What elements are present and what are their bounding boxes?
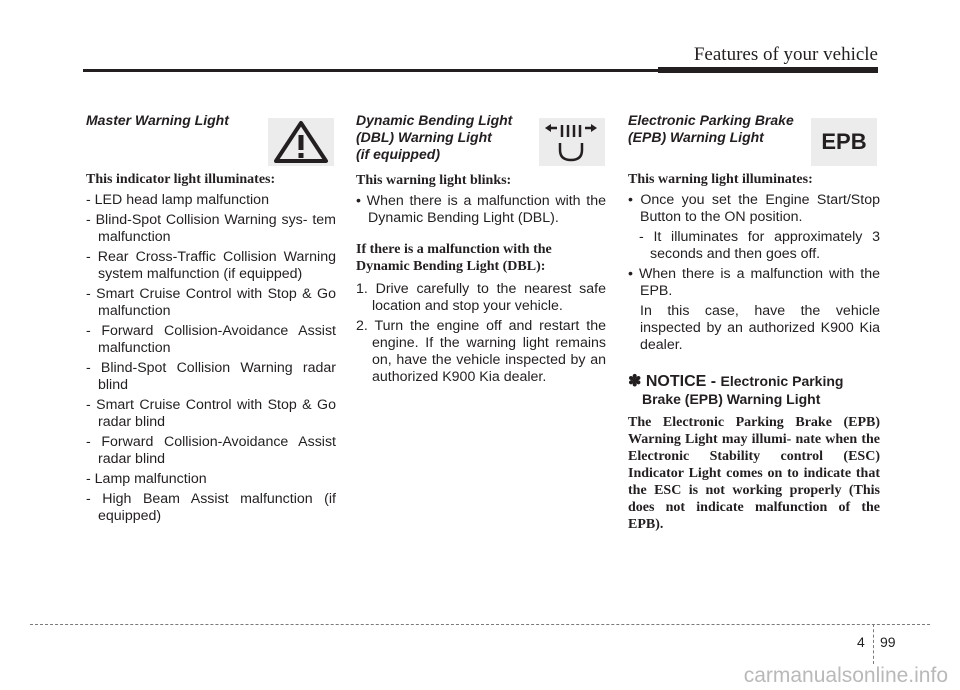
notice-title-line1: Electronic Parking bbox=[720, 373, 844, 389]
list-item: 2. Turn the engine off and restart the engine. If the warning light remains on, have the vehicle inspected by an authorized K900 Kia dealer. bbox=[356, 318, 606, 385]
dbl-title-line2: (DBL) Warning Light bbox=[356, 129, 492, 145]
epb-indicator-icon: EPB bbox=[821, 129, 867, 154]
list-item: 1. Drive carefully to the nearest safe location and stop your vehicle. bbox=[356, 281, 606, 314]
epb-title-line1: Electronic Parking Brake bbox=[628, 112, 794, 128]
master-warning-list bbox=[86, 192, 336, 525]
epb-warning-section bbox=[628, 108, 880, 533]
master-warning-section bbox=[86, 108, 336, 528]
master-warning-title-wrap bbox=[86, 112, 336, 166]
dbl-bullet-list bbox=[356, 193, 606, 227]
dbl-icon-box bbox=[539, 118, 605, 166]
dbl-warning-section bbox=[356, 108, 606, 389]
notice-title-line2: Brake (EPB) Warning Light bbox=[642, 391, 821, 407]
notice-title bbox=[628, 372, 880, 391]
warning-triangle-icon bbox=[273, 120, 329, 164]
epb-icon-box bbox=[811, 118, 877, 166]
epb-title-wrap bbox=[628, 112, 880, 166]
epb-sub-item: - It illuminates for approximately 3 seconds and then goes off. bbox=[639, 229, 880, 262]
epb-bullet-list bbox=[628, 192, 880, 226]
master-warning-title: Master Warning Light bbox=[86, 112, 229, 128]
list-item: - Blind-Spot Collision Warning sys- tem malfunction bbox=[86, 212, 336, 245]
epb-note-text: In this case, have the vehicle inspected by an authorized K900 Kia dealer. bbox=[640, 303, 880, 353]
list-item: - Blind-Spot Collision Warning radar blind bbox=[86, 360, 336, 393]
page-number: 99 bbox=[880, 634, 896, 650]
epb-title-line2: (EPB) Warning Light bbox=[628, 129, 764, 145]
list-item: - High Beam Assist malfunction (if equipped) bbox=[86, 491, 336, 524]
notice-label: NOTICE - bbox=[645, 373, 717, 390]
notice-star-icon: ✽ bbox=[628, 373, 642, 390]
footer-rule bbox=[30, 624, 930, 625]
dbl-lead: This warning light blinks: bbox=[356, 173, 512, 188]
list-item: - Smart Cruise Control with Stop & Go radar blind bbox=[86, 397, 336, 430]
master-warning-lead: This indicator light illuminates: bbox=[86, 172, 276, 187]
epb-lead: This warning light illuminates: bbox=[628, 172, 813, 187]
dbl-title-line1: Dynamic Bending Light bbox=[356, 112, 513, 128]
dynamic-bending-light-icon bbox=[542, 120, 602, 164]
master-warning-icon-box bbox=[268, 118, 334, 166]
list-item: - Forward Collision-Avoidance Assist radar blind bbox=[86, 434, 336, 467]
dbl-title-wrap bbox=[356, 112, 606, 166]
dbl-steps-list bbox=[356, 281, 606, 386]
header-rule-accent bbox=[658, 67, 878, 73]
list-item: - Lamp malfunction bbox=[86, 471, 207, 487]
list-item: - Smart Cruise Control with Stop & Go malfunction bbox=[86, 286, 336, 319]
list-item: • Once you set the Engine Start/Stop Button to the ON position. bbox=[628, 192, 880, 225]
dbl-malfunction-heading: If there is a malfunction with the Dynamic Bending Light (DBL): bbox=[356, 242, 552, 274]
watermark: carmanualsonline.info bbox=[743, 664, 948, 687]
list-item: - LED head lamp malfunction bbox=[86, 192, 269, 208]
epb-bullet-list-2 bbox=[628, 266, 880, 300]
list-item: • When there is a malfunction with the Dynamic Bending Light (DBL). bbox=[356, 193, 606, 226]
chapter-number: 4 bbox=[857, 634, 865, 650]
page-header-title: Features of your vehicle bbox=[693, 44, 878, 65]
notice-body: The Electronic Parking Brake (EPB) Warning Light may illumi- nate when the Electronic Stability control (ESC) Indicator Light comes on to indicate that the ESC is not working properly (This does not indicate malfunction of the EPB). bbox=[628, 415, 880, 532]
list-item: • When there is a malfunction with the EPB. bbox=[628, 266, 880, 299]
footer-divider bbox=[873, 624, 874, 664]
list-item: - Rear Cross-Traffic Collision Warning system malfunction (if equipped) bbox=[86, 249, 336, 282]
dbl-title-line3: (if equipped) bbox=[356, 146, 440, 162]
list-item: - Forward Collision-Avoidance Assist malfunction bbox=[86, 323, 336, 356]
